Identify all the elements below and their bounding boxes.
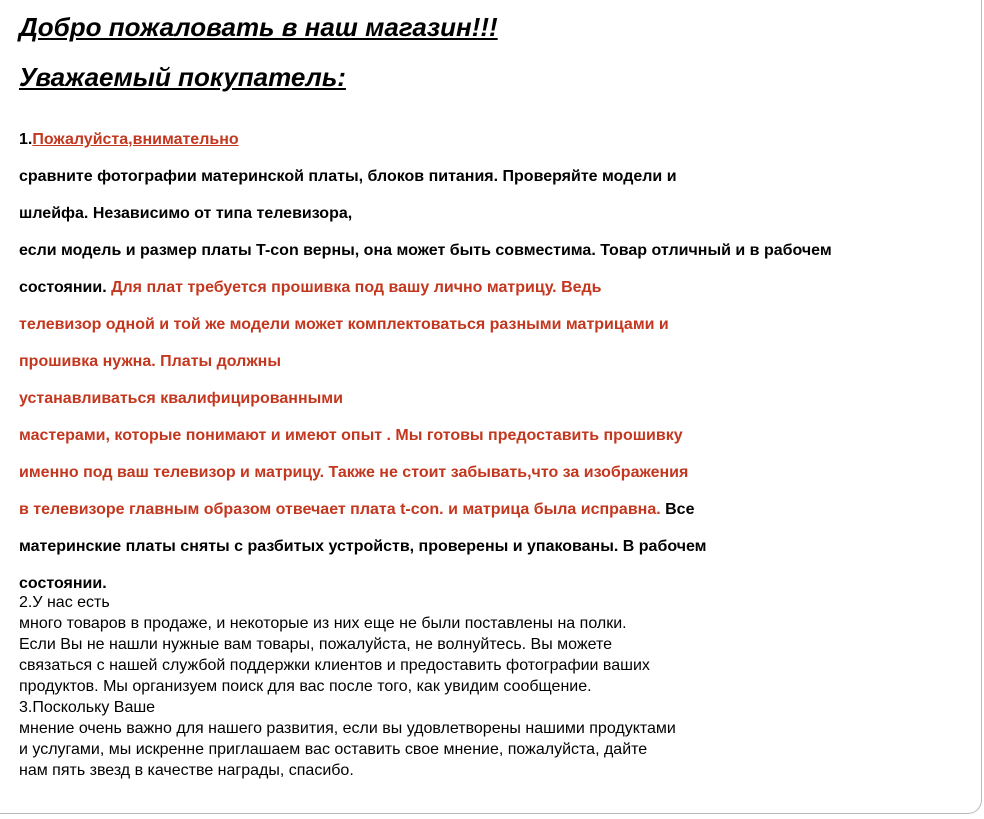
notice-line-5-red: Для плат требуется прошивка под вашу лично матрицу. Ведь xyxy=(111,279,602,296)
notice-line-11-black: Все xyxy=(660,501,695,518)
notice-line-7: прошивка нужна. Платы должны xyxy=(19,353,281,370)
notice-line-10: именно под ваш телевизор и матрицу. Также не стоит забывать,что за изображения xyxy=(19,464,689,481)
info-line-1: 2.У нас есть xyxy=(19,594,110,611)
notice-line-5-black: состоянии. xyxy=(19,279,112,296)
info-line-4: связаться с нашей службой поддержки клиентов и предоставить фотографии ваших xyxy=(19,657,650,674)
notice-line-4: если модель и размер платы T-con верны, она может быть совместима. Товар отличный и в рабочем xyxy=(19,242,832,259)
notice-line-12: материнские платы сняты с разбитых устройств, проверены и упакованы. В рабочем xyxy=(19,538,707,555)
notice-line-11 xyxy=(19,491,969,528)
welcome-heading: Добро пожаловать в наш магазин!!! xyxy=(19,12,498,42)
notice-line-3: шлейфа. Независимо от типа телевизора, xyxy=(19,205,353,222)
please-carefully-link[interactable]: Пожалуйста,внимательно xyxy=(32,131,239,148)
notice-line-11-red: в телевизоре главным образом отвечает плата t-con. и матрица была исправна. xyxy=(19,501,661,518)
notice-line-6: телевизор одной и той же модели может комплектоваться разными матрицами и xyxy=(19,316,669,333)
item-number-1: 1. xyxy=(19,131,33,148)
notice-line-13: состоянии. xyxy=(19,575,107,592)
notice-line-2: сравните фотографии материнской платы, блоков питания. Проверяйте модели и xyxy=(19,168,677,185)
info-line-3: Если Вы не нашли нужные вам товары, пожалуйста, не волнуйтесь. Вы можете xyxy=(19,636,612,653)
notice-line-9: мастерами, которые понимают и имеют опыт . Мы готовы предоставить прошивку xyxy=(19,427,683,444)
info-line-7: мнение очень важно для нашего развития, если вы удовлетворены нашими продуктами xyxy=(19,720,676,737)
info-line-6: 3.Поскольку Ваше xyxy=(19,699,156,716)
notice-line-1 xyxy=(19,121,969,158)
notice-line-8: устанавливаться квалифицированными xyxy=(19,390,343,407)
notice-line-5 xyxy=(19,269,969,306)
info-line-2: много товаров в продаже, и некоторые из них еще не были поставлены на полки. xyxy=(19,615,627,632)
info-line-9: нам пять звезд в качестве награды, спасибо. xyxy=(19,762,354,779)
info-line-8: и услугами, мы искренне приглашаем вас оставить свое мнение, пожалуйста, дайте xyxy=(19,741,648,758)
dear-customer-heading: Уважаемый покупатель: xyxy=(19,62,346,92)
compatibility-notice xyxy=(19,121,969,602)
additional-info xyxy=(19,592,969,781)
info-line-5: продуктов. Мы организуем поиск для вас после того, как увидим сообщение. xyxy=(19,678,592,695)
